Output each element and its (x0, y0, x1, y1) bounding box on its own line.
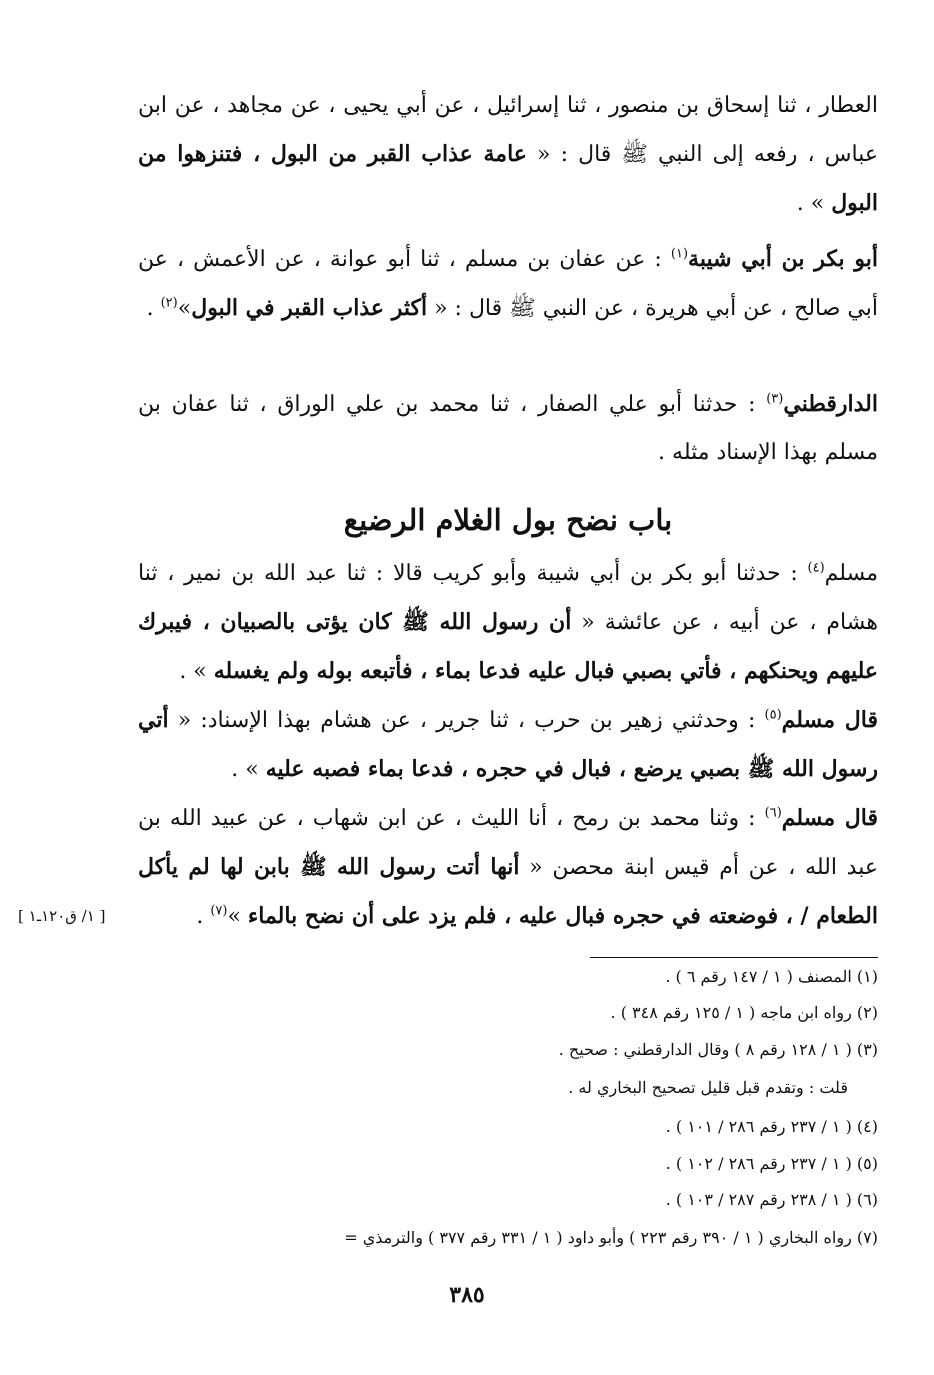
footnote-1: (١) المصنف ( ١ / ١٤٧ رقم ٦ ) . (665, 967, 878, 986)
footnote-4: (٤) ( ١ / ٢٣٧ رقم ٢٨٦ / ١٠١ ) . (665, 1117, 878, 1136)
footnote-divider (590, 957, 878, 958)
footnote-ref: (٥) (764, 707, 782, 723)
chapter-heading: باب نضح بول الغلام الرضيع (343, 503, 673, 537)
footnote-ref: (٦) (764, 805, 782, 821)
paragraph-5 (138, 696, 878, 794)
paragraph-text: : وثنا محمد بن رمح ، أنا الليث ، عن ابن شهاب ، عن عبيد الله بن عبد الله ، عن أم قيس ابنة محصن « (138, 806, 879, 880)
narrator-name: قال مسلم (781, 805, 878, 831)
footnote-ref: (٣) (766, 391, 784, 407)
narrator-name: أبو بكر بن أبي شيبة (688, 246, 878, 272)
paragraph-tail: » (227, 904, 248, 929)
footnote-2: (٢) رواه ابن ماجه ( ١ / ١٢٥ رقم ٣٤٨ ) . (610, 1003, 878, 1022)
footnote-3-continuation: قلت : وتقدم قبل قليل تصحيح البخاري له . (568, 1078, 848, 1097)
hadith-quote: أتي رسول الله ﷺ بصبي يرضع ، فبال في حجره ، فدعا بماء فصبه عليه (138, 707, 878, 782)
paragraph-end: . (196, 904, 211, 929)
footnote-6: (٦) ( ١ / ٢٣٨ رقم ٢٨٧ / ١٠٣ ) . (665, 1190, 878, 1209)
paragraph-end: . (146, 296, 161, 321)
paragraph-text: : وحدثني زهير بن حرب ، ثنا جرير ، عن هشام بهذا الإسناد: « (168, 708, 765, 733)
paragraph-1 (138, 82, 878, 228)
footnote-ref: (٧) (210, 903, 228, 919)
paragraph-tail: » (177, 296, 192, 321)
hadith-quote: أنها أتت رسول الله ﷺ بابن لها لم يأكل الطعام / ، فوضعته في حجره فبال عليه ، فلم يزد على أن نضح بالماء (138, 854, 878, 929)
narrator-name: مسلم (824, 561, 878, 586)
hadith-quote: أكثر عذاب القبر في البول (191, 295, 428, 321)
paragraph-text: : عن عفان بن مسلم ، ثنا أبو عوانة ، عن الأعمش ، عن أبي صالح ، عن أبي هريرة ، عن النبي ﷺ قال : « (138, 247, 878, 321)
paragraph-2 (138, 235, 878, 333)
footnote-ref: (٤) (807, 560, 825, 576)
hadith-quote: أن رسول الله ﷺ كان يؤتى بالصبيان ، فيبرك عليهم ويحنكهم ، فأتي بصبي فبال عليه فدعا بماء ، فأتبعه بوله ولم يغسله (138, 609, 878, 684)
paragraph-6 (138, 794, 878, 941)
paragraph-tail: » . (231, 757, 266, 782)
paragraph-tail: » . (796, 191, 832, 216)
paragraph-3 (138, 380, 878, 477)
narrator-name: قال مسلم (781, 707, 878, 733)
paragraph-text: العطار ، ثنا إسحاق بن منصور ، ثنا إسرائيل ، عن أبي يحيى ، عن مجاهد ، عن ابن عباس ، رفعه إلى النبي ﷺ قال : « (138, 93, 878, 167)
footnote-ref: (١) (670, 246, 689, 262)
hadith-quote: عامة عذاب القبر من البول ، فتنزهوا من البول (138, 141, 878, 216)
paragraph-text: : حدثنا أبو علي الصفار ، ثنا محمد بن علي الوراق ، ثنا عفان بن مسلم بهذا الإسناد مثله . (138, 392, 878, 465)
paragraph-text: : حدثنا أبو بكر بن أبي شيبة وأبو كريب قالا : ثنا عبد الله بن نمير ، ثنا هشام ، عن أبيه ، عن عائشة « (138, 561, 878, 635)
paragraph-4 (138, 550, 878, 696)
footnote-7: (٧) رواه البخاري ( ١ / ٣٩٠ رقم ٢٢٣ ) وأبو داود ( ١ / ٣٣١ رقم ٣٧٧ ) والترمذي = (344, 1228, 878, 1247)
manuscript-margin-reference: [ ١/ ق١٢٠ـ١ ] (18, 907, 106, 925)
page-number: ٣٨٥ (449, 1282, 485, 1308)
narrator-name: الدارقطني (783, 391, 878, 417)
footnote-3: (٣) ( ١ / ١٢٨ رقم ٨ ) وقال الدارقطني : صحيح . (558, 1040, 878, 1059)
footnote-ref: (٢) (160, 295, 178, 311)
paragraph-tail: » . (179, 659, 214, 684)
footnote-5: (٥) ( ١ / ٢٣٧ رقم ٢٨٦ / ١٠٢ ) . (665, 1154, 878, 1173)
